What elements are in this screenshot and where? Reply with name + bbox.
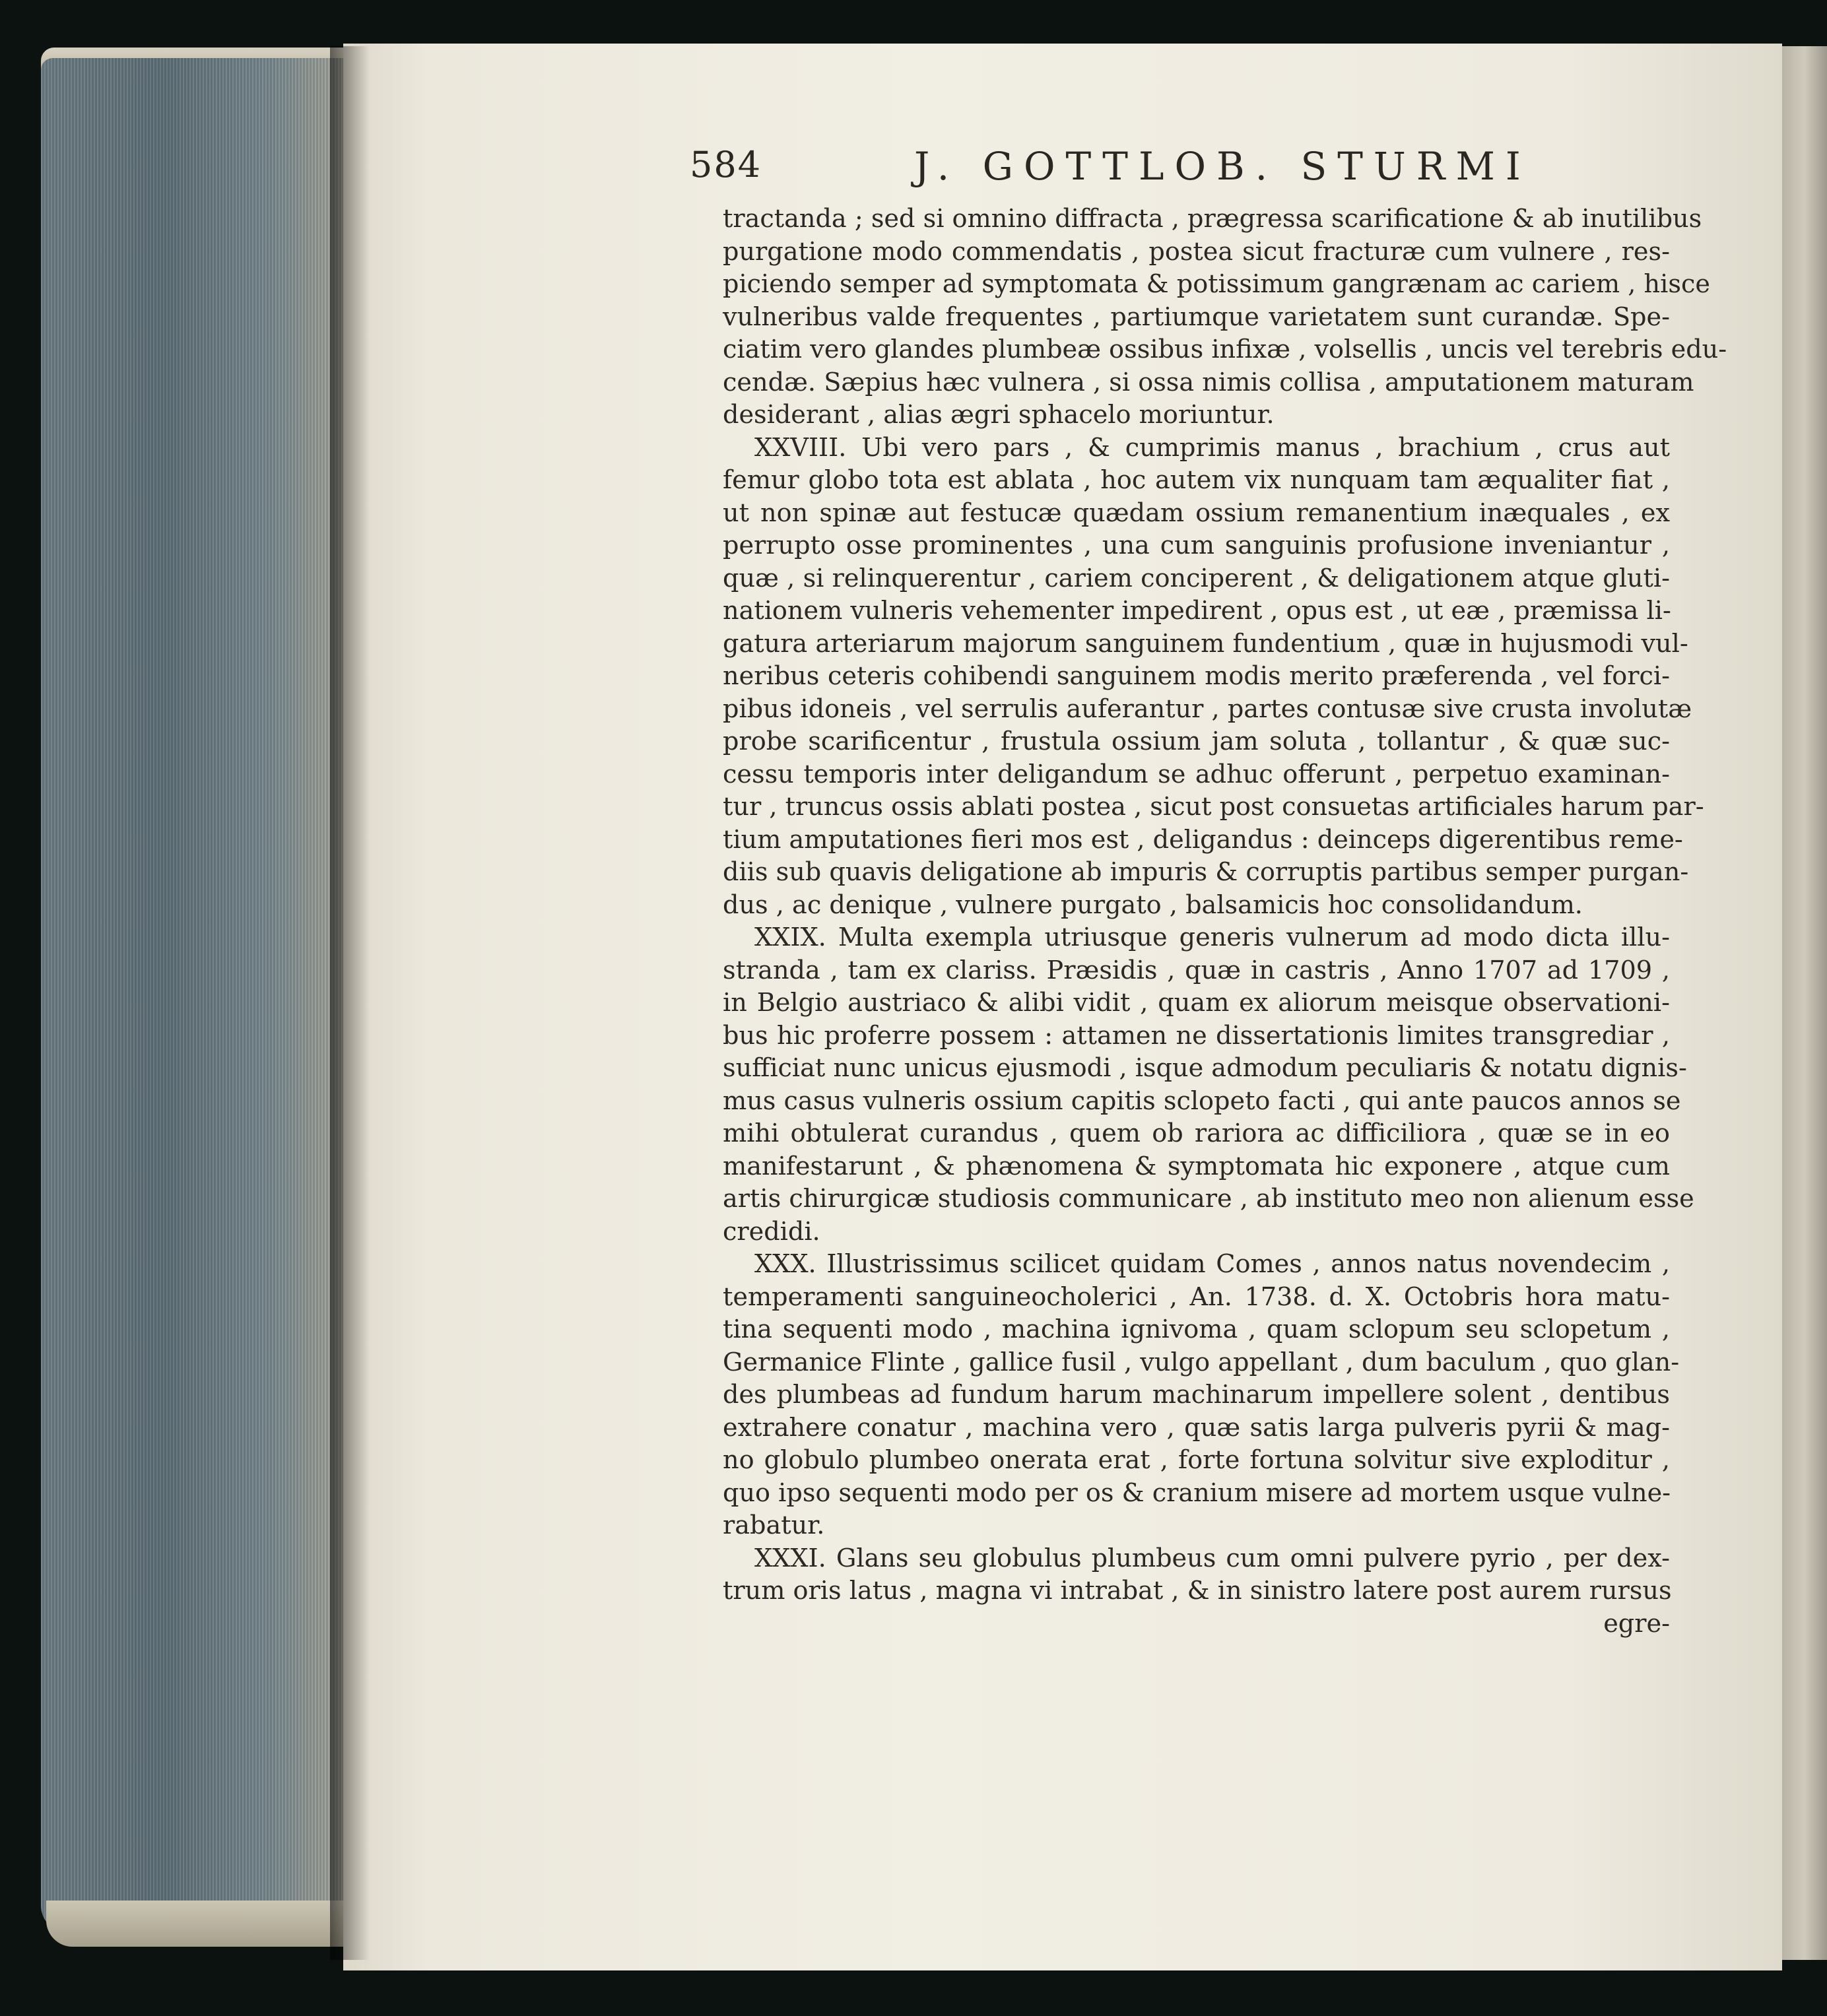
text-line: ut non spinæ aut festucæ quædam ossium remanentium inæquales , ex (723, 498, 1670, 528)
page-number: 584 (690, 144, 762, 185)
text-line: desiderant , alias ægri sphacelo moriuntur. (723, 401, 1275, 430)
text-line: mus casus vulneris ossium capitis sclopeto facti , qui ante paucos annos se (723, 1086, 1681, 1116)
text-line: manifestarunt , & phænomena & symptomata hic exponere , atque cum (723, 1152, 1670, 1181)
text-line: vulneribus valde frequentes , partiumque varietatem sunt curandæ. Spe- (723, 302, 1670, 332)
text-line: no globulo plumbeo onerata erat , forte fortuna solvitur sive exploditur , (723, 1446, 1670, 1475)
section-heading-line: XXX. Illustrissimus scilicet quidam Comes , annos natus novendecim , (754, 1250, 1670, 1279)
text-line: probe scarificentur , frustula ossium jam soluta , tollantur , & quæ suc- (723, 727, 1670, 756)
text-line: femur globo tota est ablata , hoc autem vix nunquam tam æqualiter fiat , (723, 466, 1670, 495)
text-line: extrahere conatur , machina vero , quæ satis larga pulveris pyrii & mag- (723, 1413, 1670, 1443)
page-block-bottom (46, 1901, 356, 1947)
page-header (690, 144, 1548, 197)
text-line: rabatur. (723, 1511, 825, 1540)
page-block-edge (41, 58, 351, 1932)
text-line: dus , ac denique , vulnere purgato , balsamicis hoc consolidandum. (723, 890, 1583, 920)
text-line: tractanda ; sed si omnino diffracta , prægressa scarificatione & ab inutilibus (723, 205, 1702, 234)
text-line: gatura arteriarum majorum sanguinem fundentium , quæ in hujusmodi vul- (723, 629, 1688, 659)
gutter-shadow (330, 46, 370, 1960)
next-page-edge (1782, 46, 1827, 1960)
text-line: des plumbeas ad fundum harum machinarum impellere solent , dentibus (723, 1381, 1670, 1410)
text-line: in Belgio austriaco & alibi vidit , quam ex aliorum meisque observationi- (723, 989, 1670, 1018)
running-head: J. GOTTLOB. STURMI (914, 144, 1531, 189)
text-line: cessu temporis inter deligandum se adhuc offerunt , perpetuo examinan- (723, 760, 1670, 789)
catchword: egre- (1603, 1609, 1670, 1639)
text-line: mihi obtulerat curandus , quem ob rariora ac difficiliora , quæ se in eo (723, 1119, 1670, 1148)
section-heading-line: XXXI. Glans seu globulus plumbeus cum omni pulvere pyrio , per dex- (754, 1544, 1670, 1573)
text-line: diis sub quavis deligatione ab impuris & corruptis partibus semper purgan- (723, 858, 1689, 887)
text-line: tur , truncus ossis ablati postea , sicut post consuetas artificiales harum par- (723, 793, 1704, 822)
text-line: perrupto osse prominentes , una cum sanguinis profusione inveniantur , (723, 531, 1670, 560)
text-line: temperamenti sanguineocholerici , An. 1738. d. X. Octobris hora matu- (723, 1282, 1670, 1312)
text-line: stranda , tam ex clariss. Præsidis , quæ in castris , Anno 1707 ad 1709 , (723, 956, 1670, 985)
text-line: neribus ceteris cohibendi sanguinem modis merito præferenda , vel forci- (723, 662, 1670, 691)
text-line: tium amputationes fieri mos est , deligandus : deinceps digerentibus reme- (723, 825, 1683, 855)
text-line: nationem vulneris vehementer impedirent , opus est , ut eæ , præmissa li- (723, 597, 1671, 626)
text-line: artis chirurgicæ studiosis communicare , ab instituto meo non alienum esse (723, 1185, 1694, 1214)
text-line: quæ , si relinquerentur , cariem conciperent , & deligationem atque gluti- (723, 564, 1670, 593)
text-line: credidi. (723, 1217, 820, 1247)
text-line: piciendo semper ad symptomata & potissimum gangrænam ac cariem , hisce (723, 270, 1710, 299)
text-line: Germanice Flinte , gallice fusil , vulgo appellant , dum baculum , quo glan- (723, 1348, 1680, 1377)
text-line: trum oris latus , magna vi intrabat , & in sinistro latere post aurem rursus (723, 1577, 1672, 1606)
text-line: tina sequenti modo , machina ignivoma , quam sclopum seu sclopetum , (723, 1315, 1670, 1344)
body-text (723, 203, 1727, 1641)
section-heading-line: XXIX. Multa exempla utriusque generis vulnerum ad modo dicta illu- (754, 923, 1670, 952)
text-line: sufficiat nunc unicus ejusmodi , isque admodum peculiaris & notatu dignis- (723, 1054, 1687, 1083)
text-line: purgatione modo commendatis , postea sicut fracturæ cum vulnere , res- (723, 237, 1670, 267)
text-line: cendæ. Sæpius hæc vulnera , si ossa nimis collisa , amputationem maturam (723, 368, 1694, 397)
text-line: pibus idoneis , vel serrulis auferantur , partes contusæ sive crusta involutæ (723, 694, 1692, 724)
text-line: ciatim vero glandes plumbeæ ossibus infixæ , volsellis , uncis vel terebris edu- (723, 335, 1727, 364)
text-line: quo ipso sequenti modo per os & cranium misere ad mortem usque vulne- (723, 1478, 1671, 1508)
section-heading-line: XXVIII. Ubi vero pars , & cumprimis manus , brachium , crus aut (754, 433, 1670, 463)
text-line: bus hic proferre possem : attamen ne dissertationis limites transgrediar , (723, 1021, 1670, 1051)
